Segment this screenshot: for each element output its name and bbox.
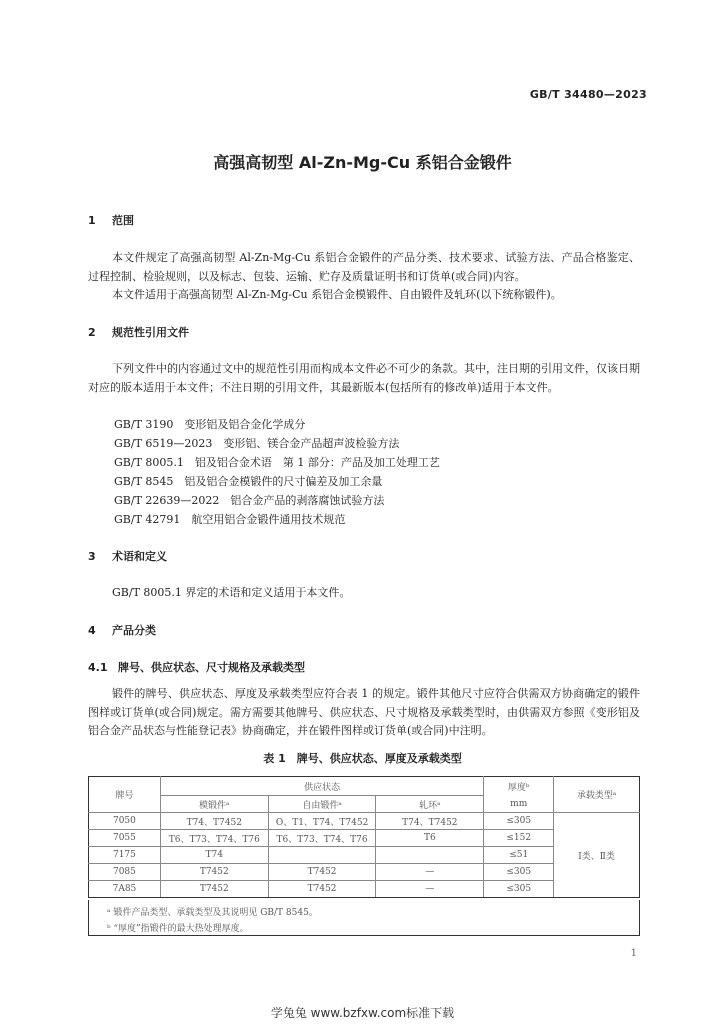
table-note: ᵃ 锻件产品类型、承载类型及其说明见 GB/T 8545。 — [107, 908, 318, 918]
cell-thickness: ≤152 — [484, 830, 554, 847]
subsection-title: 牌号、供应状态、尺寸规格及承载类型 — [118, 661, 305, 674]
cell-grade: 7055 — [89, 830, 161, 847]
section-number: 4 — [88, 624, 96, 637]
cell-grade: 7175 — [89, 847, 161, 864]
header-die-forging: 模锻件ᵃ — [160, 796, 268, 813]
subsection-heading-4-1 — [88, 659, 305, 675]
section-number: 1 — [88, 214, 96, 227]
page-number: 1 — [630, 948, 637, 959]
subsection-number: 4.1 — [88, 661, 108, 674]
cell-grade: 7A85 — [89, 881, 161, 898]
cell-die: T7452 — [160, 864, 268, 881]
section-heading-4 — [88, 622, 156, 638]
reference-item: GB/T 42791 航空用铝合金锻件通用技术规范 — [114, 513, 346, 526]
header-supply-state: 供应状态 — [160, 777, 483, 796]
cell-thickness: ≤305 — [484, 864, 554, 881]
reference-item: GB/T 8005.1 铝及铝合金术语 第 1 部分：产品及加工处理工艺 — [114, 456, 440, 469]
cell-ring: T74、T7452 — [376, 813, 484, 830]
terms-paragraph: GB/T 8005.1 界定的术语和定义适用于本文件。 — [112, 586, 351, 599]
section-title: 术语和定义 — [112, 550, 167, 563]
table-row — [89, 813, 640, 830]
references-intro-paragraph: 下列文件中的内容通过文中的规范性引用而构成本文件必不可少的条款。其中，注日期的引用文件，仅该日期对应的版本适用于本文件；不注日期的引用文件，其最新版本(包括所有的修改单)适用于本文件。 — [88, 362, 640, 394]
cell-grade: 7085 — [89, 864, 161, 881]
cell-free: T6、T73、T74、T76 — [268, 830, 376, 847]
standard-number: GB/T 34480—2023 — [529, 88, 647, 101]
reference-item: GB/T 3190 变形铝及铝合金化学成分 — [114, 418, 306, 431]
cell-ring: T6 — [376, 830, 484, 847]
cell-free: T7452 — [268, 864, 376, 881]
table-note: ᵇ “厚度”指锻件的最大热处理厚度。 — [107, 924, 249, 934]
scope-paragraph-2: 本文件适用于高强高韧型 Al-Zn-Mg-Cu 系铝合金模锻件、自由锻件及轧环(以下统称锻件)。 — [112, 288, 562, 301]
cell-thickness: ≤51 — [484, 847, 554, 864]
document-title: 高强高韧型 Al-Zn-Mg-Cu 系铝合金锻件 — [213, 153, 512, 172]
cell-ring: — — [376, 881, 484, 898]
scope-paragraph-1: 本文件规定了高强高韧型 Al-Zn-Mg-Cu 系铝合金锻件的产品分类、技术要求、试验方法、产品合格鉴定、过程控制、检验规则，以及标志、包装、运输、贮存及质量证明书和订货单(或合同)内容。 — [88, 251, 640, 283]
section-number: 2 — [88, 326, 96, 339]
cell-ring — [376, 847, 484, 864]
header-rolled-ring: 轧环ᵃ — [376, 796, 484, 813]
header-thickness: 厚度ᵇ — [484, 777, 554, 796]
reference-item: GB/T 8545 铝及铝合金模锻件的尺寸偏差及加工余量 — [114, 475, 383, 488]
section-title: 产品分类 — [112, 624, 156, 637]
section-heading-1 — [88, 212, 134, 228]
section-heading-3 — [88, 548, 167, 564]
section-number: 3 — [88, 550, 96, 563]
classification-paragraph: 锻件的牌号、供应状态、厚度及承载类型应符合表 1 的规定。锻件其他尺寸应符合供需双方协商确定的锻件图样或订货单(或合同)规定。需方需要其他牌号、供应状态、尺寸规格及承载类型时，由供需双方参照《变形铝及铝合金产品状态与性能登记表》协商确定，并在锻件图样或订货单(或合同)中注明。 — [88, 687, 640, 737]
table-notes — [88, 900, 640, 936]
section-title: 范围 — [112, 214, 134, 227]
header-load-type: 承载类型ᵃ — [554, 777, 640, 813]
cell-die: T7452 — [160, 881, 268, 898]
header-free-forging: 自由锻件ᵃ — [268, 796, 376, 813]
cell-load-type: Ⅰ类、Ⅱ类 — [554, 813, 640, 898]
reference-item: GB/T 6519—2023 变形铝、镁合金产品超声波检验方法 — [114, 437, 400, 450]
cell-die: T74、T7452 — [160, 813, 268, 830]
cell-free — [268, 847, 376, 864]
cell-free: T7452 — [268, 881, 376, 898]
cell-die: T6、T73、T74、T76 — [160, 830, 268, 847]
header-thickness-unit: mm — [484, 796, 554, 813]
header-grade: 牌号 — [89, 777, 161, 813]
cell-free: O、T1、T74、T7452 — [268, 813, 376, 830]
watermark-footer: 学兔兔 www.bzfxw.com标准下载 — [270, 1006, 455, 1020]
cell-ring: — — [376, 864, 484, 881]
cell-thickness: ≤305 — [484, 881, 554, 898]
spec-table — [88, 776, 640, 898]
section-title: 规范性引用文件 — [112, 326, 189, 339]
table-caption: 表 1 牌号、供应状态、厚度及承载类型 — [263, 752, 462, 765]
cell-thickness: ≤305 — [484, 813, 554, 830]
reference-item: GB/T 22639—2022 铝合金产品的剥落腐蚀试验方法 — [114, 494, 385, 507]
cell-die: T74 — [160, 847, 268, 864]
cell-grade: 7050 — [89, 813, 161, 830]
section-heading-2 — [88, 324, 189, 340]
